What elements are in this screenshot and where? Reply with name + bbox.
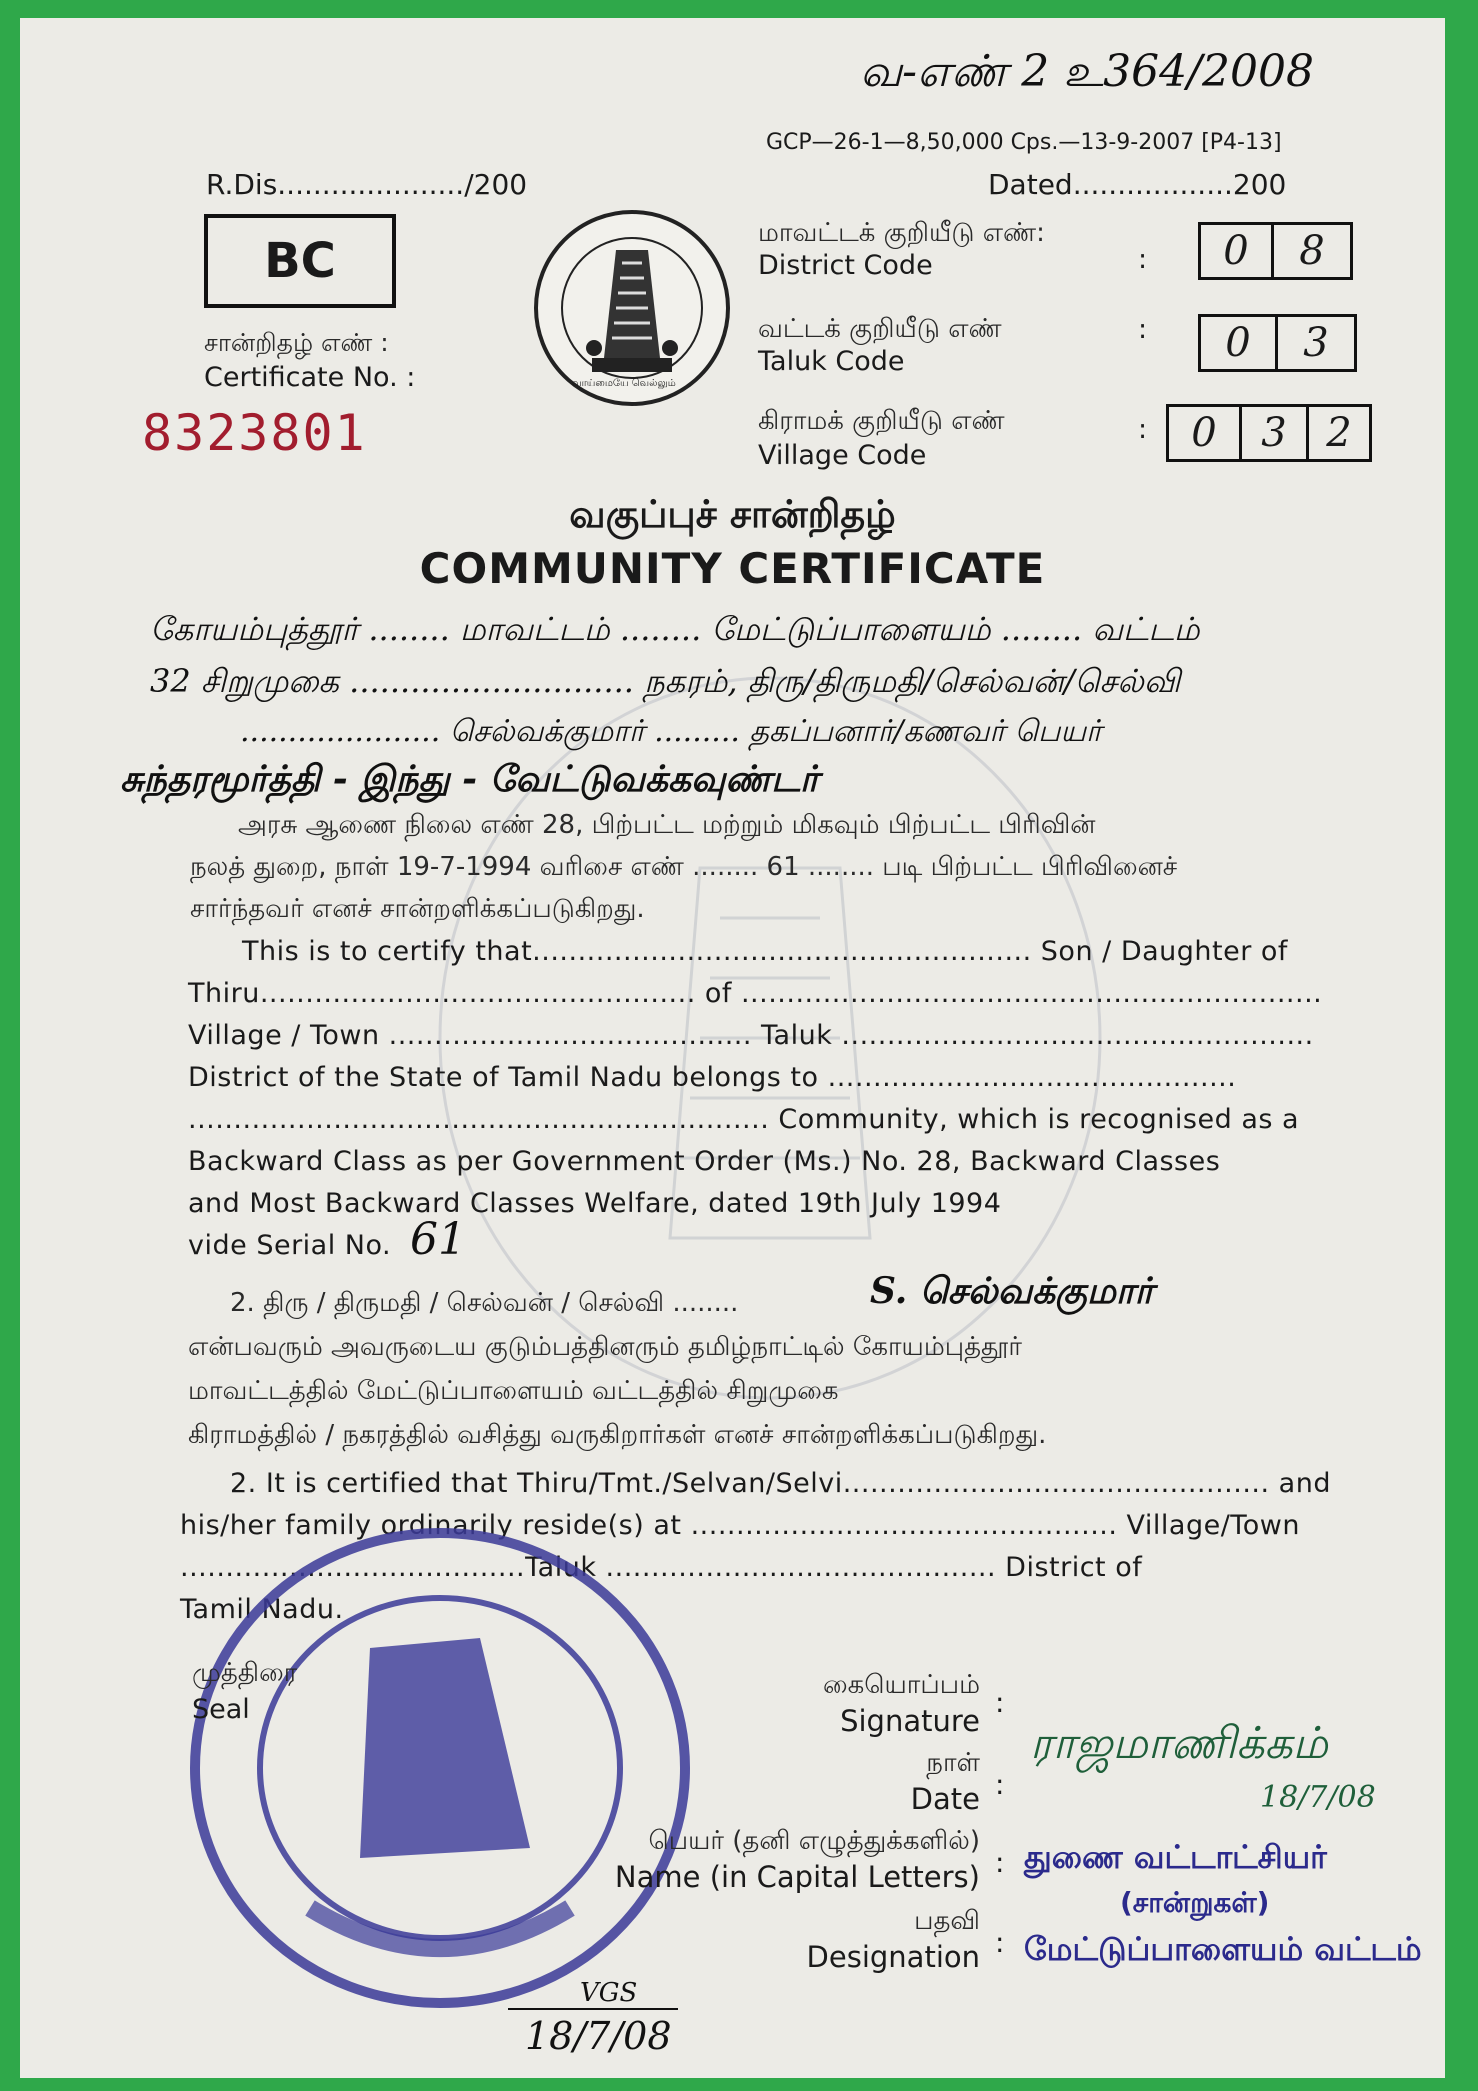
date-label-ta: நாள் bbox=[926, 1748, 980, 1778]
date-label-en: Date bbox=[910, 1782, 980, 1816]
tamil-line-3: ..................... செல்வக்குமார் ......... தகப்பனார்/கணவர் பெயர் bbox=[240, 714, 1102, 749]
person-name-handwritten: S. செல்வக்குமார் bbox=[870, 1270, 1154, 1312]
district-code-label-en: District Code bbox=[758, 250, 933, 281]
emblem-motto: வாய்மையே வெல்லும் bbox=[572, 378, 676, 389]
english-line-5: ................................................................ Community, which is recognised as a bbox=[188, 1104, 1300, 1135]
para2-tamil-line-2: என்பவரும் அவருடைய குடும்பத்தினரும் தமிழ்நாட்டில் கோயம்புத்தூர் bbox=[188, 1332, 1023, 1362]
tamil-line-4: சுந்தரமூர்த்தி - இந்து - வேட்டுவக்கவுண்டர் bbox=[120, 758, 819, 800]
title-english: COMMUNITY CERTIFICATE bbox=[419, 544, 1046, 593]
official-seal-stamp-icon bbox=[180, 1518, 700, 2018]
taluk-code-label-en: Taluk Code bbox=[758, 346, 905, 377]
para2-tamil-line-1: 2. திரு / திருமதி / செல்வன் / செல்வி ........ bbox=[230, 1288, 739, 1318]
village-code-label-en: Village Code bbox=[758, 440, 927, 471]
village-code-digit: 3 bbox=[1239, 407, 1306, 459]
taluk-code-digit: 0 bbox=[1225, 320, 1251, 366]
para2-english-line-3: ......................................Taluk ........................................... District of bbox=[180, 1552, 1143, 1583]
village-code-box bbox=[1166, 404, 1372, 462]
tamil-line-6: நலத் துறை, நாள் 19-7-1994 வரிசை எண் ........ 61 ........ படி பிற்பட்ட பிரிவினைச் bbox=[190, 852, 1178, 882]
colon: : bbox=[1138, 244, 1148, 275]
reference-number: வ-எண் 2 உ364/2008 bbox=[860, 46, 1314, 97]
seal-label-ta: முத்திரை bbox=[192, 1658, 298, 1688]
certificate-no-label-ta: சான்றிதழ் எண் : bbox=[204, 328, 389, 357]
tamil-line-7: சார்ந்தவர் எனச் சான்றளிக்கப்படுகிறது. bbox=[190, 894, 645, 924]
designation-label-ta: பதவி bbox=[914, 1906, 980, 1936]
tamil-line-1: கோயம்புத்தூர் ........ மாவட்டம் ........ மேட்டுப்பாளையம் ........ வட்டம் bbox=[150, 610, 1200, 648]
para2-english-line-1: 2. It is certified that Thiru/Tmt./Selvan/Selvi............................................... and bbox=[230, 1468, 1331, 1499]
name-label-ta: பெயர் (தனி எழுத்துக்களில்) bbox=[648, 1826, 980, 1856]
title-tamil: வகுப்புச் சான்றிதழ் bbox=[569, 492, 896, 536]
english-line-8: vide Serial No. bbox=[188, 1230, 392, 1261]
district-code-digit: 0 bbox=[1223, 228, 1249, 274]
initials-date: 18/7/08 bbox=[525, 2014, 672, 2058]
signature-date-handwritten: 18/7/08 bbox=[1260, 1780, 1376, 1815]
colon: : bbox=[1138, 414, 1148, 445]
initials-underline bbox=[508, 2008, 678, 2010]
english-line-6: Backward Class as per Government Order (Ms.) No. 28, Backward Classes bbox=[188, 1146, 1221, 1177]
english-line-7: and Most Backward Classes Welfare, dated 19th July 1994 bbox=[188, 1188, 1002, 1219]
initials-mark: VGS bbox=[580, 1978, 638, 2008]
name-label-en: Name (in Capital Letters) bbox=[614, 1860, 980, 1894]
taluk-code-digit: 3 bbox=[1275, 317, 1354, 369]
seal-label-en: Seal bbox=[192, 1694, 250, 1725]
village-code-digit: 2 bbox=[1306, 407, 1369, 459]
village-code-digit: 0 bbox=[1191, 410, 1217, 456]
taluk-code-label-ta: வட்டக் குறியீடு எண் bbox=[758, 314, 1002, 344]
english-line-1: This is to certify that....................................................... Son / Daughter of bbox=[242, 936, 1288, 967]
certificate-number: 8323801 bbox=[142, 404, 367, 462]
colon: : bbox=[995, 1846, 1005, 1879]
print-code: GCP—26-1—8,50,000 Cps.—13-9-2007 [P4-13] bbox=[766, 130, 1282, 155]
english-line-4: District of the State of Tamil Nadu belongs to ............................................. bbox=[188, 1062, 1237, 1093]
english-line-2: Thiru................................................ of ................................................................ bbox=[188, 978, 1323, 1009]
dated-field: Dated..................200 bbox=[988, 168, 1287, 201]
village-code-label-ta: கிராமக் குறியீடு எண் bbox=[758, 406, 1005, 436]
category-box: BC bbox=[204, 214, 396, 308]
district-code-label-ta: மாவட்டக் குறியீடு எண்: bbox=[758, 218, 1045, 248]
certificate-paper bbox=[20, 18, 1445, 2078]
para2-english-line-4: Tamil Nadu. bbox=[180, 1594, 344, 1625]
english-line-3: Village / Town ........................................ Taluk .................................................... bbox=[188, 1020, 1314, 1051]
district-code-box bbox=[1198, 222, 1353, 280]
district-code-digit: 8 bbox=[1271, 225, 1350, 277]
tamil-line-5: அரசு ஆணை நிலை எண் 28, பிற்பட்ட மற்றும் மிகவும் பிற்பட்ட பிரிவின் bbox=[238, 810, 1096, 840]
colon: : bbox=[995, 1926, 1005, 1959]
signature-handwritten: ராஜமாணிக்கம் bbox=[1030, 1718, 1328, 1769]
tamil-line-2: 32 சிறுமுகை ............................ நகரம், திரு/திருமதி/செல்வன்/செல்வி bbox=[150, 662, 1181, 700]
serial-number-handwritten: 61 bbox=[410, 1214, 466, 1265]
signature-label-ta: கையொப்பம் bbox=[823, 1670, 980, 1700]
certificate-no-label-en: Certificate No. : bbox=[204, 362, 416, 393]
rdis-field: R.Dis...................../200 bbox=[206, 168, 528, 201]
colon: : bbox=[995, 1768, 1005, 1801]
taluk-code-box bbox=[1198, 314, 1357, 372]
para2-tamil-line-4: கிராமத்தில் / நகரத்தில் வசித்து வருகிறார்கள் எனச் சான்றளிக்கப்படுகிறது. bbox=[188, 1420, 1047, 1450]
para2-tamil-line-3: மாவட்டத்தில் மேட்டுப்பாளையம் வட்டத்தில் சிறுமுகை bbox=[188, 1376, 839, 1406]
colon: : bbox=[995, 1686, 1005, 1719]
para2-english-line-2: his/her family ordinarily reside(s) at ............................................... Village/Town bbox=[180, 1510, 1300, 1541]
colon: : bbox=[1138, 314, 1148, 345]
designation-stamp-line-1: துணை வட்டாட்சியர் bbox=[1024, 1838, 1327, 1876]
designation-stamp-line-2: (சான்றுகள்) bbox=[1120, 1886, 1270, 1919]
designation-label-en: Designation bbox=[806, 1940, 980, 1974]
designation-stamp-line-3: மேட்டுப்பாளையம் வட்டம் bbox=[1024, 1930, 1422, 1968]
signature-label-en: Signature bbox=[840, 1704, 980, 1738]
